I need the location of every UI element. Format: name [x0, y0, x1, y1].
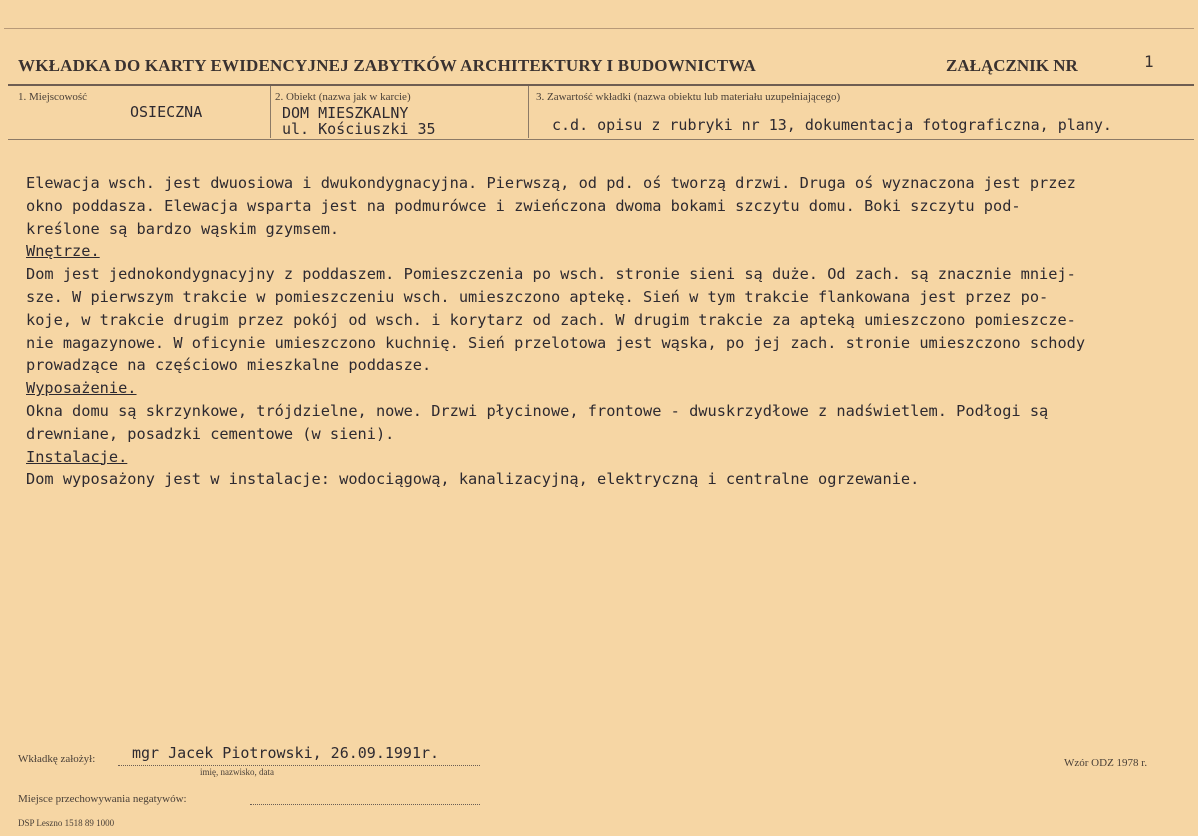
contents-label: 3. Zawartość wkładki (nazwa obiektu lub materiału uzupełniającego): [536, 91, 841, 103]
object-value-address: ul. Kościuszki 35: [282, 120, 436, 138]
object-value-name: DOM MIESZKALNY: [282, 104, 409, 122]
body-line: prowadzące na częściowo mieszkalne poddasze.: [26, 356, 432, 375]
body-line: Okna domu są skrzynkowe, trójdzielne, nowe. Drzwi płycinowe, frontowe - dwuskrzydłowe z nadświetlem. Podłogi są: [26, 401, 1049, 420]
heading-equipment: Wyposażenie.: [26, 379, 137, 398]
fields-bottom-rule: [8, 139, 1194, 140]
body-line: kreślone są bardzo wąskim gzymsem.: [26, 219, 340, 238]
negatives-label: Miejsce przechowywania negatywów:: [18, 793, 187, 805]
body-line: nie magazynowe. W oficynie umieszczono kuchnię. Sień przelotowa jest wąska, po jej zach. stronie umieszczono schody: [26, 333, 1086, 352]
body-line: sze. W pierwszym trakcie w pomieszczeniu wsch. umieszczono aptekę. Sień w tym trakcie flankowana jest przez po-: [26, 287, 1049, 306]
founded-line: [118, 765, 480, 766]
printer-info: DSP Leszno 1518 89 1000: [18, 818, 115, 828]
place-label: 1. Miejscowość: [18, 91, 88, 103]
heading-interior: Wnętrze.: [26, 242, 100, 261]
body-line: Elewacja wsch. jest dwuosiowa i dwukondygnacyjna. Pierwszą, od pd. oś tworzą drzwi. Druga oś wyznaczona jest przez: [26, 174, 1076, 192]
heading-installations: Instalacje.: [26, 447, 128, 466]
object-label: 2. Obiekt (nazwa jak w karcie): [275, 91, 411, 103]
body-line: drewniane, posadzki cementowe (w sieni).: [26, 424, 395, 443]
body-line: Dom jest jednokondygnacyjny z poddaszem. Pomieszczenia po wsch. stronie sieni są duże. Od zach. są znacznie mniej-: [26, 265, 1076, 284]
founded-label: Wkładkę założył:: [18, 753, 96, 765]
attachment-label: ZAŁĄCZNIK NR: [946, 56, 1078, 75]
founded-value: mgr Jacek Piotrowski, 26.09.1991r.: [132, 744, 440, 762]
body-line: okno poddasza. Elewacja wsparta jest na podmurówce i zwieńczona dwoma bokami szczytu domu. Boki szczytu pod-: [26, 196, 1021, 215]
model-label: Wzór ODZ 1978 r.: [1064, 757, 1148, 769]
body-line: koje, w trakcie drugim przez pokój od wsch. i korytarz od zach. W drugim trakcie za apteką umieszczono pomieszcze-: [26, 310, 1076, 329]
attachment-number: 1: [1144, 52, 1154, 71]
description-body: [26, 172, 1191, 491]
contents-value: c.d. opisu z rubryki nr 13, dokumentacja fotograficzna, plany.: [552, 116, 1112, 134]
founded-hint: imię, nazwisko, data: [200, 767, 274, 777]
field-divider-1: [270, 86, 271, 138]
header-rule: [8, 84, 1194, 86]
body-line: Dom wyposażony jest w instalacje: wodociągową, kanalizacyjną, elektryczną i centralne ogrzewanie.: [26, 470, 920, 489]
negatives-line: [250, 804, 480, 805]
place-value: OSIECZNA: [130, 103, 203, 121]
form-title: WKŁADKA DO KARTY EWIDENCYJNEJ ZABYTKÓW ARCHITEKTURY I BUDOWNICTWA: [18, 56, 757, 75]
field-divider-2: [528, 86, 529, 138]
